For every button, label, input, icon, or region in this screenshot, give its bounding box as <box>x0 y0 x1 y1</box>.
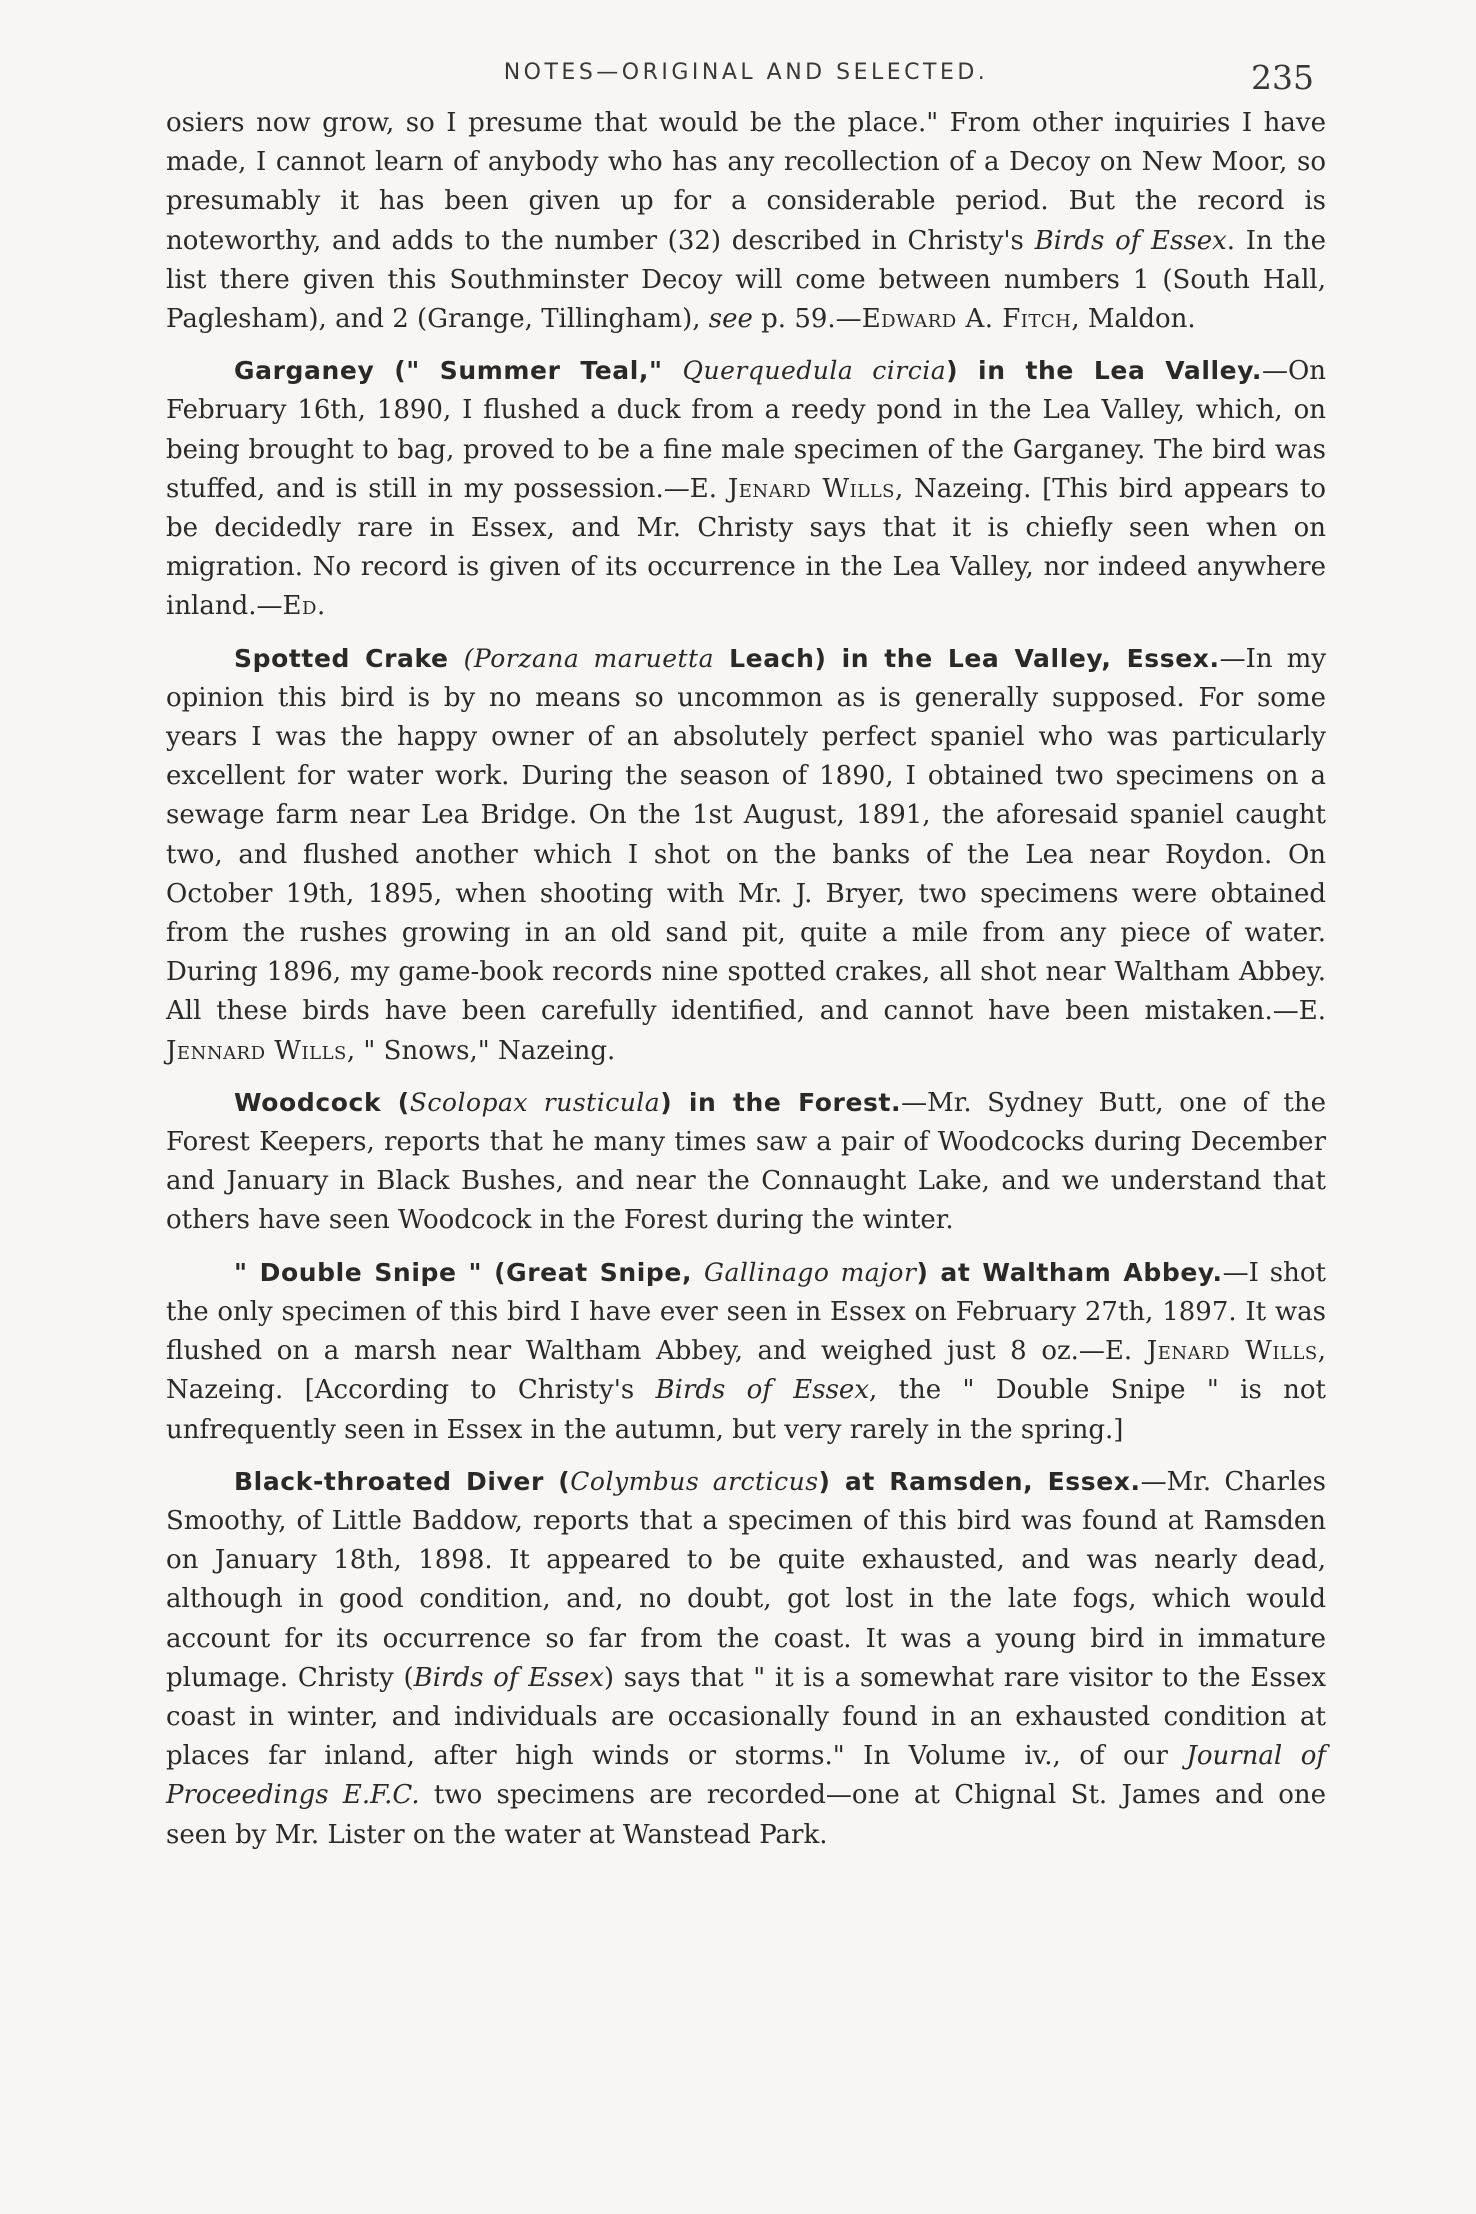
book-page <box>166 52 1326 1855</box>
note-heading <box>234 1467 1141 1496</box>
text: . <box>316 591 326 622</box>
note-heading <box>234 1258 1223 1287</box>
author-name: Jennard Wills <box>166 1035 347 1066</box>
heading-text: ) in the Forest. <box>660 1087 902 1117</box>
latin-name: Querquedula circia <box>682 356 947 386</box>
heading-text: Black-throated Diver ( <box>234 1466 571 1496</box>
page-number: 235 <box>1251 58 1314 97</box>
running-title: NOTES—ORIGINAL AND SELECTED. <box>503 60 989 85</box>
text: p. 59.— <box>752 304 862 335</box>
text: two specimens are recorded—one at Chignal St. James and one seen by Mr. Lister on the water at Wanstead Park. <box>166 1780 1326 1850</box>
text: ) says that " it is a somewhat rare visitor to the Essex coast in winter, and individuals are occasionally found in an exhausted condition at places far inland, after high winds or storms." In Volume iv., of our <box>166 1662 1326 1772</box>
heading-text: ) in the Lea Valley. <box>946 356 1262 386</box>
heading-text: ) at Ramsden, Essex. <box>818 1466 1141 1496</box>
latin-name: (Porzana maruetta <box>463 643 715 673</box>
text: osiers now grow, so I presume that would be the place." From other inquiries I have made, I cannot learn of anybody who has any recollection of a Decoy on New Moor, so presumably it has been given up for a considerable period. But the record is noteworthy, and adds to the number (32) described in Christy's <box>166 108 1326 256</box>
latin-name: Gallinago major <box>704 1257 917 1287</box>
note-heading <box>234 1088 901 1117</box>
note-heading <box>234 644 1220 673</box>
text: . In the list there given this Southminster Decoy will come between numbers 1 (South Hall, Paglesham), and 2 (Grange, Tillingham), <box>166 225 1326 335</box>
note-heading <box>234 356 1262 385</box>
see-reference: see <box>708 304 753 335</box>
heading-text: ) at Waltham Abbey. <box>916 1257 1223 1287</box>
journal-title: Journal of Proceedings E.F.C. <box>166 1741 1326 1811</box>
text: —Mr. Charles Smoothy, of Little Baddow, reports that a specimen of this bird was found at Ramsden on January 18th, 1898. It appeared to be quite exhausted, and was nearly dead, although in good condition, and, no doubt, got lost in the late fogs, which would account for its occurrence so far from the coast. It was a young bird in immature plumage. Christy ( <box>166 1466 1326 1693</box>
heading-text: Spotted Crake <box>234 643 464 673</box>
note-black-throated-diver <box>166 1462 1326 1855</box>
author-name: Jenard Wills <box>1146 1336 1318 1367</box>
text: —On February 16th, 1890, I flushed a duck from a reedy pond in the Lea Valley, which, on being brought to bag, proved to be a fine male specimen of the Garganey. The bird was stuffed, and is still in my possession.—E. <box>166 356 1326 504</box>
note-spotted-crake <box>166 639 1326 1071</box>
heading-text: Garganey (" Summer Teal," <box>234 356 683 386</box>
heading-text: " Double Snipe " (Great Snipe, <box>234 1257 705 1287</box>
text: —In my opinion this bird is by no means so uncommon as is generally supposed. For some years I was the happy owner of an absolutely perfect spaniel who was particularly excellent for water work. During the season of 1890, I obtained two specimens on a sewage farm near Lea Bridge. On the 1st August, 1891, the aforesaid spaniel caught two, and flushed another which I shot on the banks of the Lea near Roydon. On October 19th, 1895, when shooting with Mr. J. Bryer, two specimens were obtained from the rushes growing in an old sand pit, quite a mile from any piece of water. During 1896, my game-book records nine spotted crakes, all shot near Waltham Abbey. All these birds have been carefully identified, and cannot have been mistaken.—E. <box>166 643 1327 1027</box>
text: , Maldon. <box>1071 304 1196 335</box>
book-title: Birds of Essex <box>655 1375 869 1406</box>
author-name: Edward A. Fitch <box>861 304 1072 335</box>
latin-name: Colymbus arcticus <box>570 1466 819 1496</box>
paragraph-decoy-continuation <box>166 104 1326 339</box>
page-header <box>166 52 1326 104</box>
book-title: Birds of Essex <box>1034 225 1227 256</box>
heading-text: Woodcock ( <box>234 1087 410 1117</box>
text: , " Snows," Nazeing. <box>346 1035 616 1066</box>
text: , Nazeing. [According to Christy's <box>166 1336 1327 1406</box>
text: —Mr. Sydney Butt, one of the Forest Keepers, reports that he many times saw a pair of Woodcocks during December and January in Black Bushes, and near the Connaught Lake, and we understand that others have seen Woodcock in the Forest during the winter. <box>166 1087 1327 1236</box>
heading-text: Leach) in the Lea Valley, Essex. <box>714 643 1220 673</box>
note-woodcock <box>166 1083 1326 1241</box>
note-double-snipe <box>166 1253 1326 1450</box>
note-garganey <box>166 351 1326 626</box>
text: , the " Double Snipe " is not unfrequently seen in Essex in the autumn, but very rarely in the spring.] <box>166 1375 1326 1445</box>
book-title: Birds of Essex <box>413 1662 604 1693</box>
text: —I shot the only specimen of this bird I have ever seen in Essex on February 27th, 1897. It was flushed on a marsh near Waltham Abbey, and weighed just 8 oz.—E. <box>166 1257 1326 1367</box>
editor-mark: Ed <box>282 591 317 622</box>
text: , Nazeing. [This bird appears to be decidedly rare in Essex, and Mr. Christy says that it is chiefly seen when on migration. No record is given of its occurrence in the Lea Valley, nor indeed anywhere inland.— <box>166 473 1326 622</box>
author-name: Jenard Wills <box>727 473 895 504</box>
latin-name: Scolopax rusticula <box>409 1087 661 1117</box>
